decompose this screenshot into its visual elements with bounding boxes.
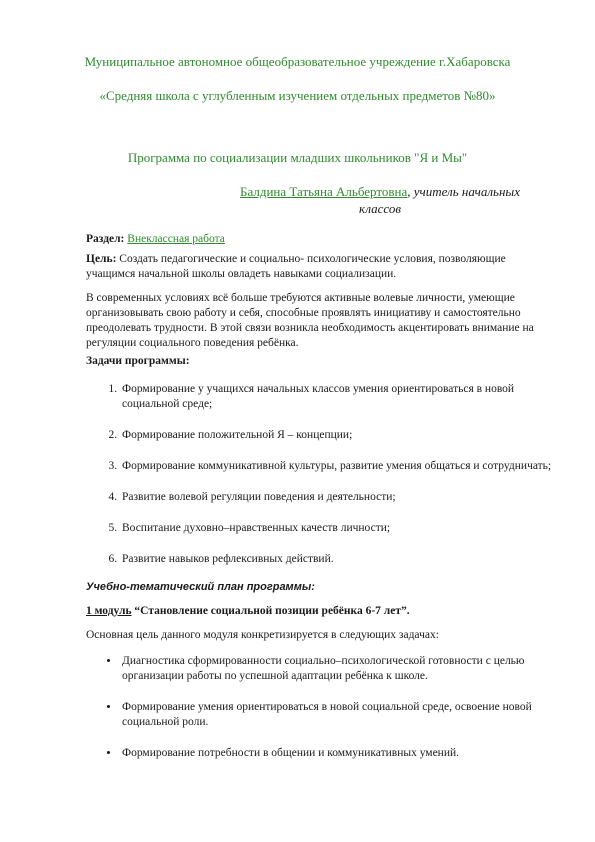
module-label: 1 модуль xyxy=(86,605,132,617)
goal-text: Создать педагогические и социально- психологические условия, позволяющие учащимся начальной школы овладеть навыками социализации. xyxy=(86,253,506,280)
list-item: 5. Воспитание духовно–нравственных качеств личности; xyxy=(120,521,560,536)
section-line xyxy=(86,232,556,247)
school-name-line1: Муниципальное автономное общеобразовательное учреждение г.Хабаровска xyxy=(84,54,511,69)
module-tasks-list xyxy=(86,654,560,777)
list-item: 2. Формирование положительной Я – концепции; xyxy=(120,428,560,443)
list-item: 1. Формирование у учащихся начальных классов умения ориентироваться в новой социальной среде; xyxy=(120,382,560,412)
goal-label: Цель: xyxy=(86,253,117,265)
list-item: • Формирование потребности в общении и коммуникативных умений. xyxy=(120,746,560,761)
author-name-link[interactable]: Балдина Татьяна Альбертовна xyxy=(240,184,408,199)
module-title: “Становление социальной позиции ребёнка 6-7 лет”. xyxy=(131,605,410,617)
tasks-heading-text: Задачи программы: xyxy=(86,355,190,367)
school-name-line2: «Средняя школа с углубленным изучением отдельных предметов №80» xyxy=(99,88,496,103)
author-role: , учитель начальных классов xyxy=(358,184,520,216)
intro-paragraph: В современных условиях всё больше требуются активные волевые личности, умеющие организовывать свою работу и себя, способные проявлять инициативу и самостоятельно преодолевать трудности. В этой связи возникла необходимость акцентировать внимание на регуляции социального поведения ребёнка. xyxy=(86,292,534,349)
author-block xyxy=(230,183,530,217)
module-intro: Основная цель данного модуля конкретизируется в следующих задачах: xyxy=(86,629,439,641)
list-item: 4. Развитие волевой регуляции поведения и деятельности; xyxy=(120,490,560,505)
tasks-heading xyxy=(86,354,556,369)
section-link[interactable]: Внеклассная работа xyxy=(127,233,225,245)
list-item: • Формирование умения ориентироваться в новой социальной среде, освоение новой социальной роли. xyxy=(120,700,560,730)
list-item: 6. Развитие навыков рефлексивных действий. xyxy=(120,552,560,567)
goal-paragraph xyxy=(86,252,556,282)
program-title: Программа по социализации младших школьников "Я и Мы" xyxy=(127,150,468,165)
section-label: Раздел: xyxy=(86,233,125,245)
module-line xyxy=(86,604,556,619)
list-item: • Диагностика сформированности социально–психологической готовности с целью организации работы по успешной адаптации ребёнка к школе. xyxy=(120,654,560,684)
plan-heading: Учебно-тематический план программы: xyxy=(86,581,315,593)
tasks-list xyxy=(86,382,560,583)
list-item: 3. Формирование коммуникативной культуры, развитие умения общаться и сотрудничать; xyxy=(120,459,560,474)
